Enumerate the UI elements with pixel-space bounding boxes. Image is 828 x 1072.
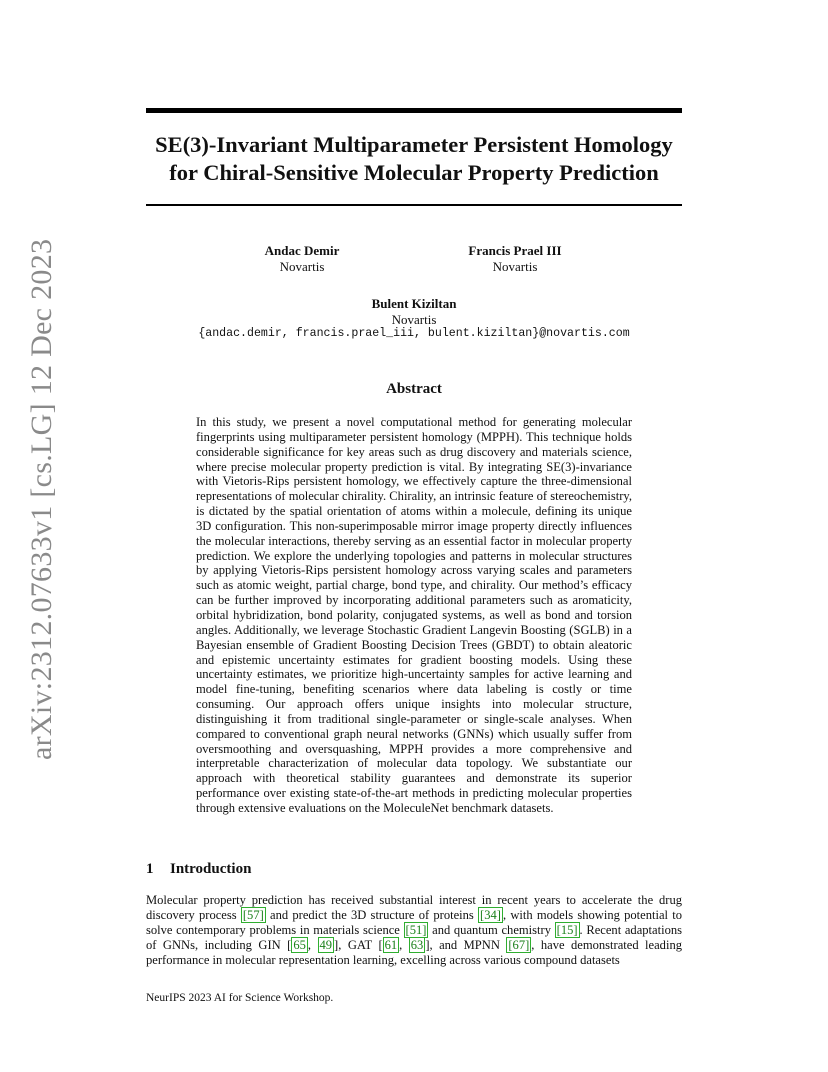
author-affiliation: Novartis xyxy=(279,259,325,274)
intro-text: , with models showing potential to solve contemporary problems in materials science xyxy=(146,908,682,937)
abstract-heading: Abstract xyxy=(386,381,442,397)
intro-text: ], GAT [ xyxy=(334,938,383,952)
citation-link[interactable]: 61 xyxy=(384,938,398,952)
intro-text: Molecular property prediction has received substantial interest in recent years to accelerate the drug discovery process xyxy=(146,893,682,922)
arxiv-identifier: arXiv:2312.07633v1 [cs.LG] 12 Dec 2023 xyxy=(25,238,58,760)
intro-text: and quantum chemistry xyxy=(428,923,555,937)
section-number: 1 xyxy=(146,861,154,877)
intro-text: and predict the 3D structure of proteins xyxy=(265,908,479,922)
abstract-body: In this study, we present a novel computational method for generating molecular fingerprints using multiparameter persistent homology (MPPH). This technique holds considerable significance for key areas such as drug discovery and materials science, where precise molecular property prediction is vital. By integrating SE(3)-invariance with Vietoris-Rips persistent homology, we effectively capture the three-dimensional representations of molecular chirality. Chirality, an intrinsic feature of stereochemistry, is dictated by the spatial orientation of atoms within a molecule, defining its unique 3D configuration. This non-superimposable mirror image property directly influences the molecular interactions, thereby serving as an essential factor in molecular property prediction. We explore the underlying topologies and patterns in molecular structures by applying Vietoris-Rips persistent homology across varying scales and parameters such as atomic weight, partial charge, bond type, and chirality. Our method’s efficacy can be further improved by incorporating additional parameters such as aromaticity, orbital hybridization, bond polarity, conjugated systems, as well as bond and torsion angles. Additionally, we leverage Stochastic Gradient Langevin Boosting (SGLB) in a Bayesian ensemble of Gradient Boosting Decision Trees (GBDT) to obtain aleatoric and epistemic uncertainty estimates for gradient boosting models. Using these uncertainty estimates, we prioritize high-uncertainty samples for active learning and model fine-tuning, benefiting scenarios where data labeling is costly or time consuming. Our approach offers unique insights into molecular structure, distinguishing it from traditional single-parameter or single-scale analyses. When compared to conventional graph neural networks (GNNs) which usually suffer from oversmoothing and oversquashing, MPPH provides a more comprehensive and interpretable characterization of molecular data topology. We substantiate our approach with theoretical stability guarantees and demonstrate its superior performance over existing state-of-the-art methods in predicting molecular properties through extensive evaluations on the MoleculeNet benchmark datasets. xyxy=(196,415,632,815)
author-affiliation: Novartis xyxy=(391,312,437,327)
author-name: Bulent Kiziltan xyxy=(371,296,457,311)
introduction-paragraph xyxy=(146,893,682,968)
intro-text: . Recent adaptations of GNNs, including GIN [ xyxy=(146,923,682,952)
section-title: Introduction xyxy=(170,861,252,877)
citation-link[interactable]: [57] xyxy=(242,908,264,922)
section-heading-introduction xyxy=(146,860,546,878)
title-top-rule xyxy=(146,108,682,113)
citation-link[interactable]: 63 xyxy=(410,938,424,952)
citation-link[interactable]: [34] xyxy=(480,908,501,922)
author-block-3 xyxy=(320,296,508,328)
author-emails: {andac.demir, francis.prael_iii, bulent.kiziltan}@novartis.com xyxy=(198,327,630,340)
citation-link[interactable]: [15] xyxy=(556,923,578,937)
citation-link[interactable]: 49 xyxy=(319,938,333,952)
title-bottom-rule xyxy=(146,204,682,206)
intro-text: , have demonstrated leading performance in molecular representation learning, excelling across various compound datasets xyxy=(146,938,682,967)
citation-link[interactable]: 65 xyxy=(293,938,306,952)
author-name: Francis Prael III xyxy=(468,243,562,258)
intro-text: , xyxy=(399,938,409,952)
venue-footnote: NeurIPS 2023 AI for Science Workshop. xyxy=(146,992,334,1004)
title-line-2: for Chiral-Sensitive Molecular Property Prediction xyxy=(169,160,659,185)
paper-title xyxy=(130,131,698,187)
author-block-1 xyxy=(222,243,382,275)
author-affiliation: Novartis xyxy=(492,259,538,274)
title-line-1: SE(3)-Invariant Multiparameter Persistent Homology xyxy=(155,132,673,157)
intro-text: , xyxy=(307,938,318,952)
intro-text: ], and MPNN xyxy=(425,938,507,952)
author-name: Andac Demir xyxy=(264,243,340,258)
citation-link[interactable]: [67] xyxy=(508,938,530,952)
author-block-2 xyxy=(435,243,595,275)
citation-link[interactable]: [51] xyxy=(405,923,427,937)
